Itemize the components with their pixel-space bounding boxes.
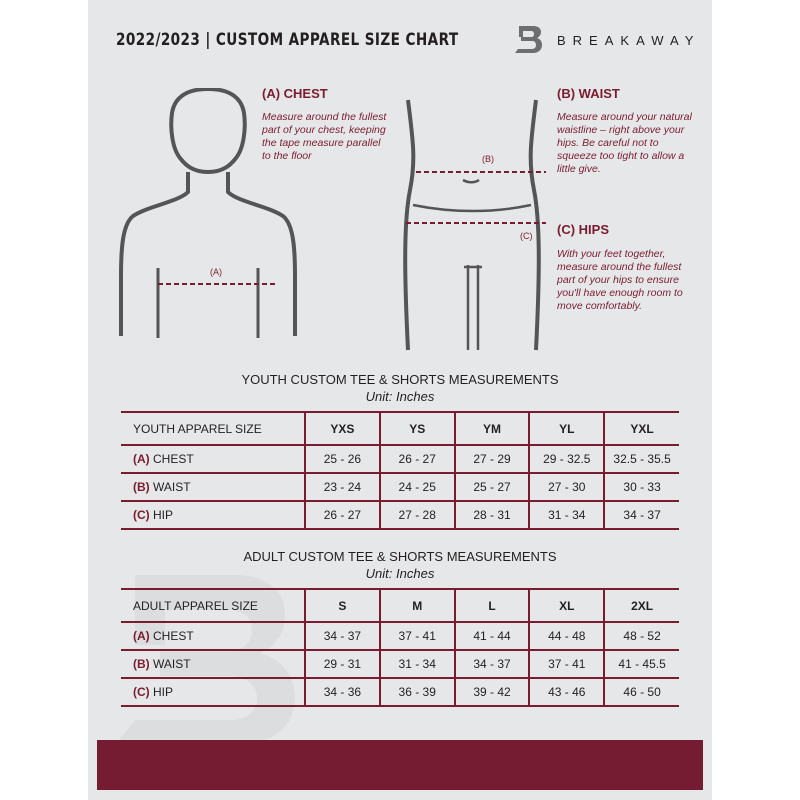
cell: 27 - 28 — [380, 501, 455, 529]
size-header: S — [305, 589, 380, 622]
cell: 25 - 27 — [455, 473, 530, 501]
size-header: L — [455, 589, 530, 622]
row-name: WAIST — [153, 480, 191, 494]
cell: 26 - 27 — [380, 445, 455, 473]
cell: 31 - 34 — [380, 650, 455, 678]
table-row — [121, 622, 679, 650]
lower-body-illustration — [398, 95, 548, 355]
row-name: HIP — [153, 508, 174, 522]
cell: 26 - 27 — [305, 501, 380, 529]
cell: 29 - 31 — [305, 650, 380, 678]
cell: 34 - 37 — [455, 650, 530, 678]
hips-description: With your feet together, measure around the fullest part of your hips to ensure you'll have enough room to move comfortably. — [557, 248, 683, 312]
size-header: YL — [529, 412, 604, 445]
size-label: ADULT APPAREL SIZE — [121, 589, 305, 622]
size-header: YM — [455, 412, 530, 445]
cell: 36 - 39 — [380, 678, 455, 706]
table-row — [121, 650, 679, 678]
adult-unit: Unit: Inches — [365, 566, 435, 581]
size-label: YOUTH APPAREL SIZE — [121, 412, 305, 445]
table-row — [121, 445, 679, 473]
chest-marker: (A) — [210, 267, 222, 277]
row-letter: (B) — [133, 657, 150, 671]
size-header: YS — [380, 412, 455, 445]
row-letter: (A) — [133, 452, 150, 466]
cell: 25 - 26 — [305, 445, 380, 473]
cell: 43 - 46 — [529, 678, 604, 706]
size-header: M — [380, 589, 455, 622]
cell: 27 - 30 — [529, 473, 604, 501]
youth-size-table — [121, 411, 679, 530]
row-letter: (C) — [133, 508, 150, 522]
youth-unit: Unit: Inches — [365, 389, 435, 404]
cell: 37 - 41 — [529, 650, 604, 678]
cell: 41 - 44 — [455, 622, 530, 650]
cell: 46 - 50 — [604, 678, 679, 706]
row-name: WAIST — [153, 657, 191, 671]
cell: 44 - 48 — [529, 622, 604, 650]
adult-size-table — [121, 588, 679, 707]
page-title: 2022/2023 | CUSTOM APPAREL SIZE CHART — [116, 30, 459, 50]
table-row — [121, 501, 679, 529]
chest-description: Measure around the fullest part of your chest, keeping the tape measure parallel to the floor — [262, 111, 387, 162]
table-header-row — [121, 412, 679, 445]
table-header-row — [121, 589, 679, 622]
row-letter: (B) — [133, 480, 150, 494]
breakaway-logo-icon — [511, 24, 545, 56]
brand-name: BREAKAWAY — [557, 33, 701, 48]
cell: 31 - 34 — [529, 501, 604, 529]
size-header: XL — [529, 589, 604, 622]
cell: 32.5 - 35.5 — [604, 445, 679, 473]
hips-title: (C) HIPS — [557, 222, 609, 237]
row-name: CHEST — [153, 452, 194, 466]
row-letter: (A) — [133, 629, 150, 643]
cell: 41 - 45.5 — [604, 650, 679, 678]
chest-title: (A) CHEST — [262, 86, 328, 101]
footer-band — [97, 740, 703, 790]
adult-table-title: ADULT CUSTOM TEE & SHORTS MEASUREMENTS — [243, 549, 557, 564]
row-letter: (C) — [133, 685, 150, 699]
waist-title: (B) WAIST — [557, 86, 620, 101]
table-row — [121, 473, 679, 501]
cell: 30 - 33 — [604, 473, 679, 501]
cell: 34 - 36 — [305, 678, 380, 706]
cell: 34 - 37 — [305, 622, 380, 650]
size-header: 2XL — [604, 589, 679, 622]
table-row — [121, 678, 679, 706]
row-name: CHEST — [153, 629, 194, 643]
cell: 37 - 41 — [380, 622, 455, 650]
hips-marker: (C) — [520, 231, 533, 241]
waist-marker: (B) — [482, 154, 494, 164]
cell: 34 - 37 — [604, 501, 679, 529]
row-name: HIP — [153, 685, 174, 699]
youth-table-title: YOUTH CUSTOM TEE & SHORTS MEASUREMENTS — [241, 372, 559, 387]
cell: 23 - 24 — [305, 473, 380, 501]
cell: 24 - 25 — [380, 473, 455, 501]
size-header: YXL — [604, 412, 679, 445]
cell: 28 - 31 — [455, 501, 530, 529]
cell: 48 - 52 — [604, 622, 679, 650]
size-header: YXS — [305, 412, 380, 445]
cell: 39 - 42 — [455, 678, 530, 706]
cell: 29 - 32.5 — [529, 445, 604, 473]
cell: 27 - 29 — [455, 445, 530, 473]
waist-description: Measure around your natural waistline – right above your hips. Be careful not to squeeze too tight to allow a little give. — [557, 111, 692, 175]
